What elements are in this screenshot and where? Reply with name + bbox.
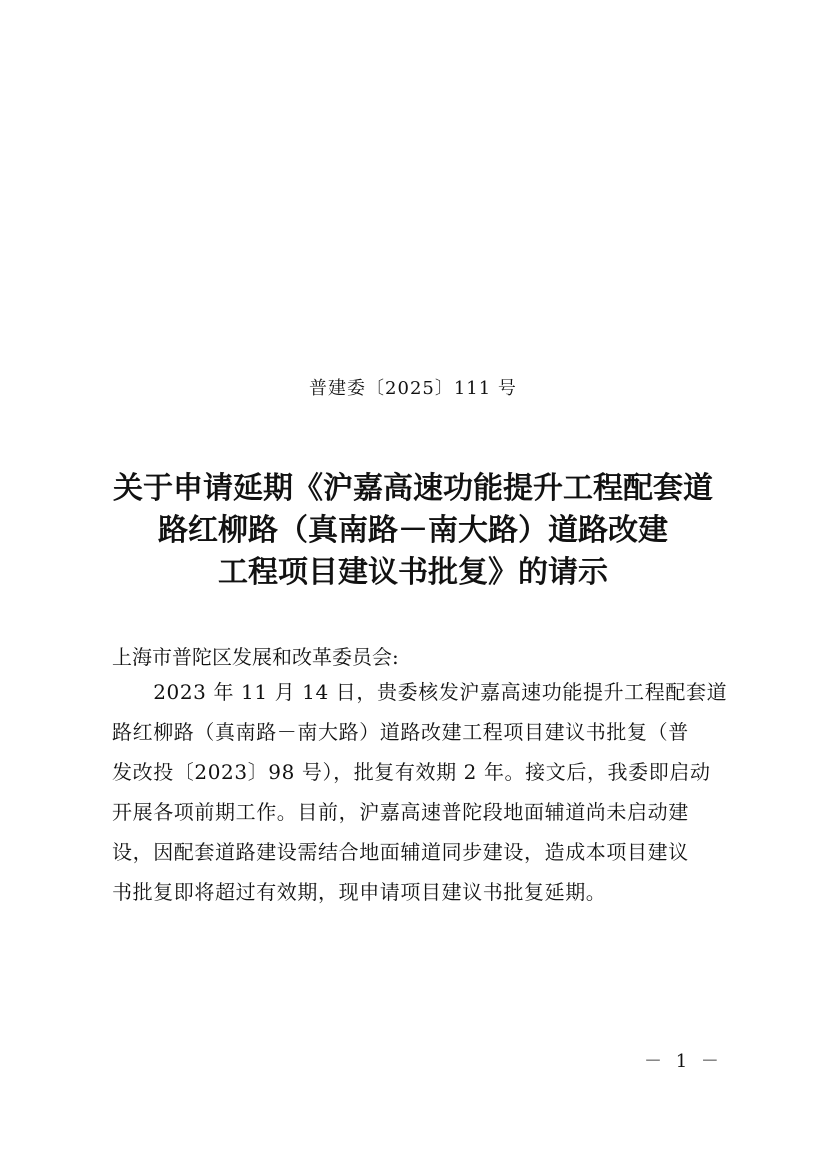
body-line-1: 2023 年 11 月 14 日，贵委核发沪嘉高速功能提升工程配套道 [112,680,728,704]
recipient-line: 上海市普陀区发展和改革委员会: [112,645,399,669]
document-number: 普建委〔2025〕111 号 [309,378,517,399]
title-line-3: 工程项目建议书批复》的请示 [218,555,608,590]
body-line-5: 设，因配套道路建设需结合地面辅道同步建设，造成本项目建议 [112,840,689,864]
document-title [100,468,726,594]
body-line-2: 路红柳路（真南路－南大路）道路改建工程项目建议书批复（普 [112,720,689,744]
title-line-2: 路红柳路（真南路－南大路）道路改建 [158,513,668,548]
body-line-3: 发改投〔2023〕98 号），批复有效期 2 年。接文后，我委即启动 [112,760,711,784]
title-line-1: 关于申请延期《沪嘉高速功能提升工程配套道 [113,471,713,506]
body-line-4: 开展各项前期工作。目前，沪嘉高速普陀段地面辅道尚未启动建 [112,800,689,824]
body-line-6: 书批复即将超过有效期，现申请项目建议书批复延期。 [112,880,607,904]
page-number: － 1 － [644,1051,723,1072]
